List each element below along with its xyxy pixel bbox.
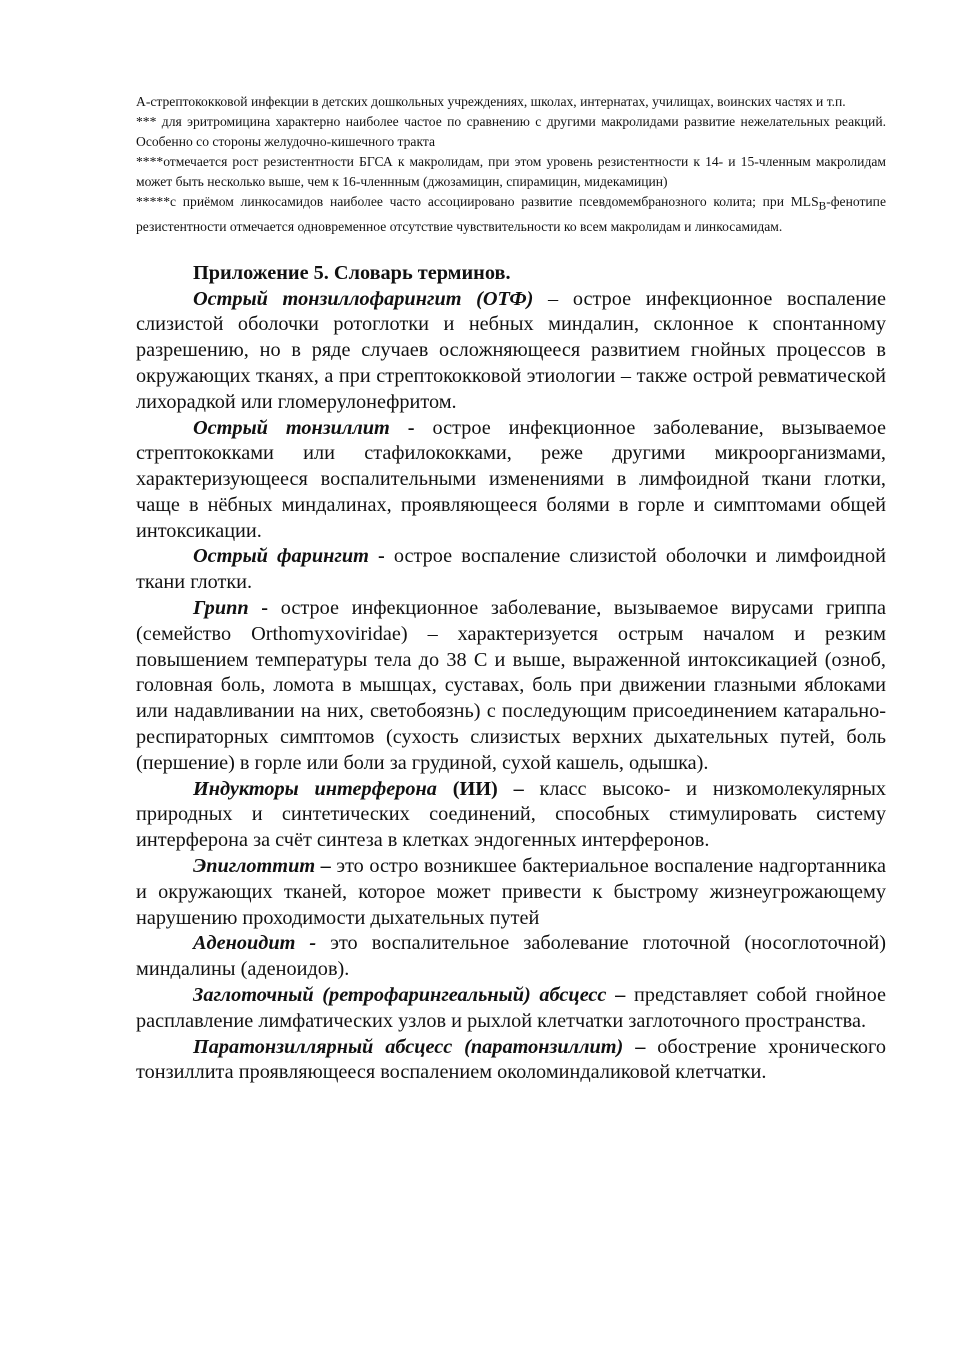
glossary-definition: острое инфекционное заболевание, вызываемое стрептококками или стафилококками, реже другими микроорганизмами, характеризующееся воспалительными изменениями в лимфоидной ткани глотки, чаще в нёбных миндалинах, проявляющееся болями в горле и симптомами общей интоксикации. [136, 416, 886, 542]
glossary-term: Острый тонзиллофарингит (ОТФ) [193, 287, 534, 310]
glossary-definition: острое инфекционное воспаление слизистой оболочки ротоглотки и небных миндалин, склонное к спонтанному разрешению, но в ряде случаев осложняющееся развитием гнойных процессов в окружающих тканях, а при стрептококковой этиологии – также острой ревматической лихорадкой или гломерулонефритом. [136, 287, 887, 413]
glossary-definition: обострение хронического тонзиллита проявляющееся воспалением околоминдаликовой клетчатки. [136, 1035, 886, 1084]
footnote-subscript: B [818, 200, 827, 213]
glossary-definition: острое инфекционное заболевание, вызываемое вирусами гриппа (семейство Orthomyxoviridae) – характеризуется острым началом и резким повышением температуры тела до 38 С и выше, выраженной интоксикацией (озноб, головная боль, ломота в мышцах, суставах, боль при движении глазными яблоками или надавливании на них, светобоязнь) с последующим присоединением катарально-респираторных симптомов (сухость слизистых верхних дыхательных путей, боль (першение) в горле или боли за грудиной, сухой кашель, одышка). [136, 597, 886, 774]
glossary-definition: представляет собой гнойное расплавление лимфатических узлов и рыхлой клетчатки заглоточного пространства. [136, 984, 886, 1032]
glossary-entry [136, 287, 886, 416]
glossary-definition: это воспалительное заболевание глоточной (носоглоточной) миндалины (аденоидов). [136, 932, 887, 981]
glossary-entry [136, 854, 886, 931]
glossary-separator: – [623, 1035, 658, 1058]
glossary-definition: это остро возникшее бактериальное воспаление надгортанника и окружающих тканей, которое может привести к быстрому жизнеугрожающему нарушению проходимости дыхательных путей [136, 855, 887, 929]
glossary-term: Грипп [193, 597, 249, 620]
glossary-separator: (ИИ) – [436, 777, 540, 800]
glossary-definition: острое воспаление слизистой оболочки и лимфоидной ткани глотки. [136, 545, 886, 594]
glossary-separator: – [315, 855, 337, 878]
glossary-term: Паратонзиллярный абсцесс (паратонзиллит) [193, 1035, 624, 1058]
glossary-term: Индукторы интерферона [193, 777, 437, 800]
glossary-entry [136, 544, 886, 596]
footnote-text: ****отмечается рост резистентности БГСА к макролидам, при этом уровень резистентности к 14- и 15-членным макролидам может быть несколько выше, чем к 16-членнным (джозамицин, спирамицин, мидекамицин) [136, 154, 886, 189]
glossary-term: Острый фарингит [193, 545, 369, 568]
footnotes-block [136, 92, 886, 237]
glossary-definition: класс высоко- и низкомолекулярных природных и синтетических соединений, способных стимулировать систему интерферона за счёт синтеза в клетках эндогенных интерферонов. [136, 777, 886, 852]
glossary-separator: - [389, 416, 433, 439]
glossary-separator: - [368, 545, 394, 568]
glossary-separator: - [248, 597, 281, 620]
glossary-section [136, 261, 886, 1087]
glossary-separator: – [533, 287, 573, 310]
glossary-term: Аденоидит - [193, 932, 331, 955]
document-page [136, 92, 886, 1086]
glossary-entry [136, 416, 886, 545]
footnote-text-before: *****с приёмом линкосамидов наиболее часто ассоциировано развитие псевдомембранозного колита; при MLS [136, 194, 819, 209]
glossary-entry [136, 777, 886, 854]
footnote-text: *** для эритромицина характерно наиболее частое по сравнению с другими макролидами развитие нежелательных реакций. Особенно со стороны желудочно-кишечного тракта [136, 114, 886, 149]
footnote-text-after: -фенотипе резистентности отмечается одновременное отсутствие чувствительности ко всем макролидам и линкосамидам. [136, 194, 886, 234]
glossary-entry [136, 596, 886, 777]
footnote-text [136, 192, 886, 237]
glossary-entry [136, 931, 886, 983]
glossary-heading: Приложение 5. Словарь терминов. [193, 261, 511, 284]
glossary-entry [136, 1035, 886, 1087]
glossary-term: Эпиглоттит [193, 855, 316, 878]
glossary-entry [136, 983, 886, 1035]
glossary-separator: – [606, 984, 634, 1007]
glossary-term: Заглоточный (ретрофарингеальный) абсцесс [193, 984, 607, 1007]
footnote-text: А-стрептококковой инфекции в детских дошкольных учреждениях, школах, интернатах, училищах, воинских частях и т.п. [136, 94, 846, 109]
glossary-term: Острый тонзиллит [193, 416, 390, 439]
